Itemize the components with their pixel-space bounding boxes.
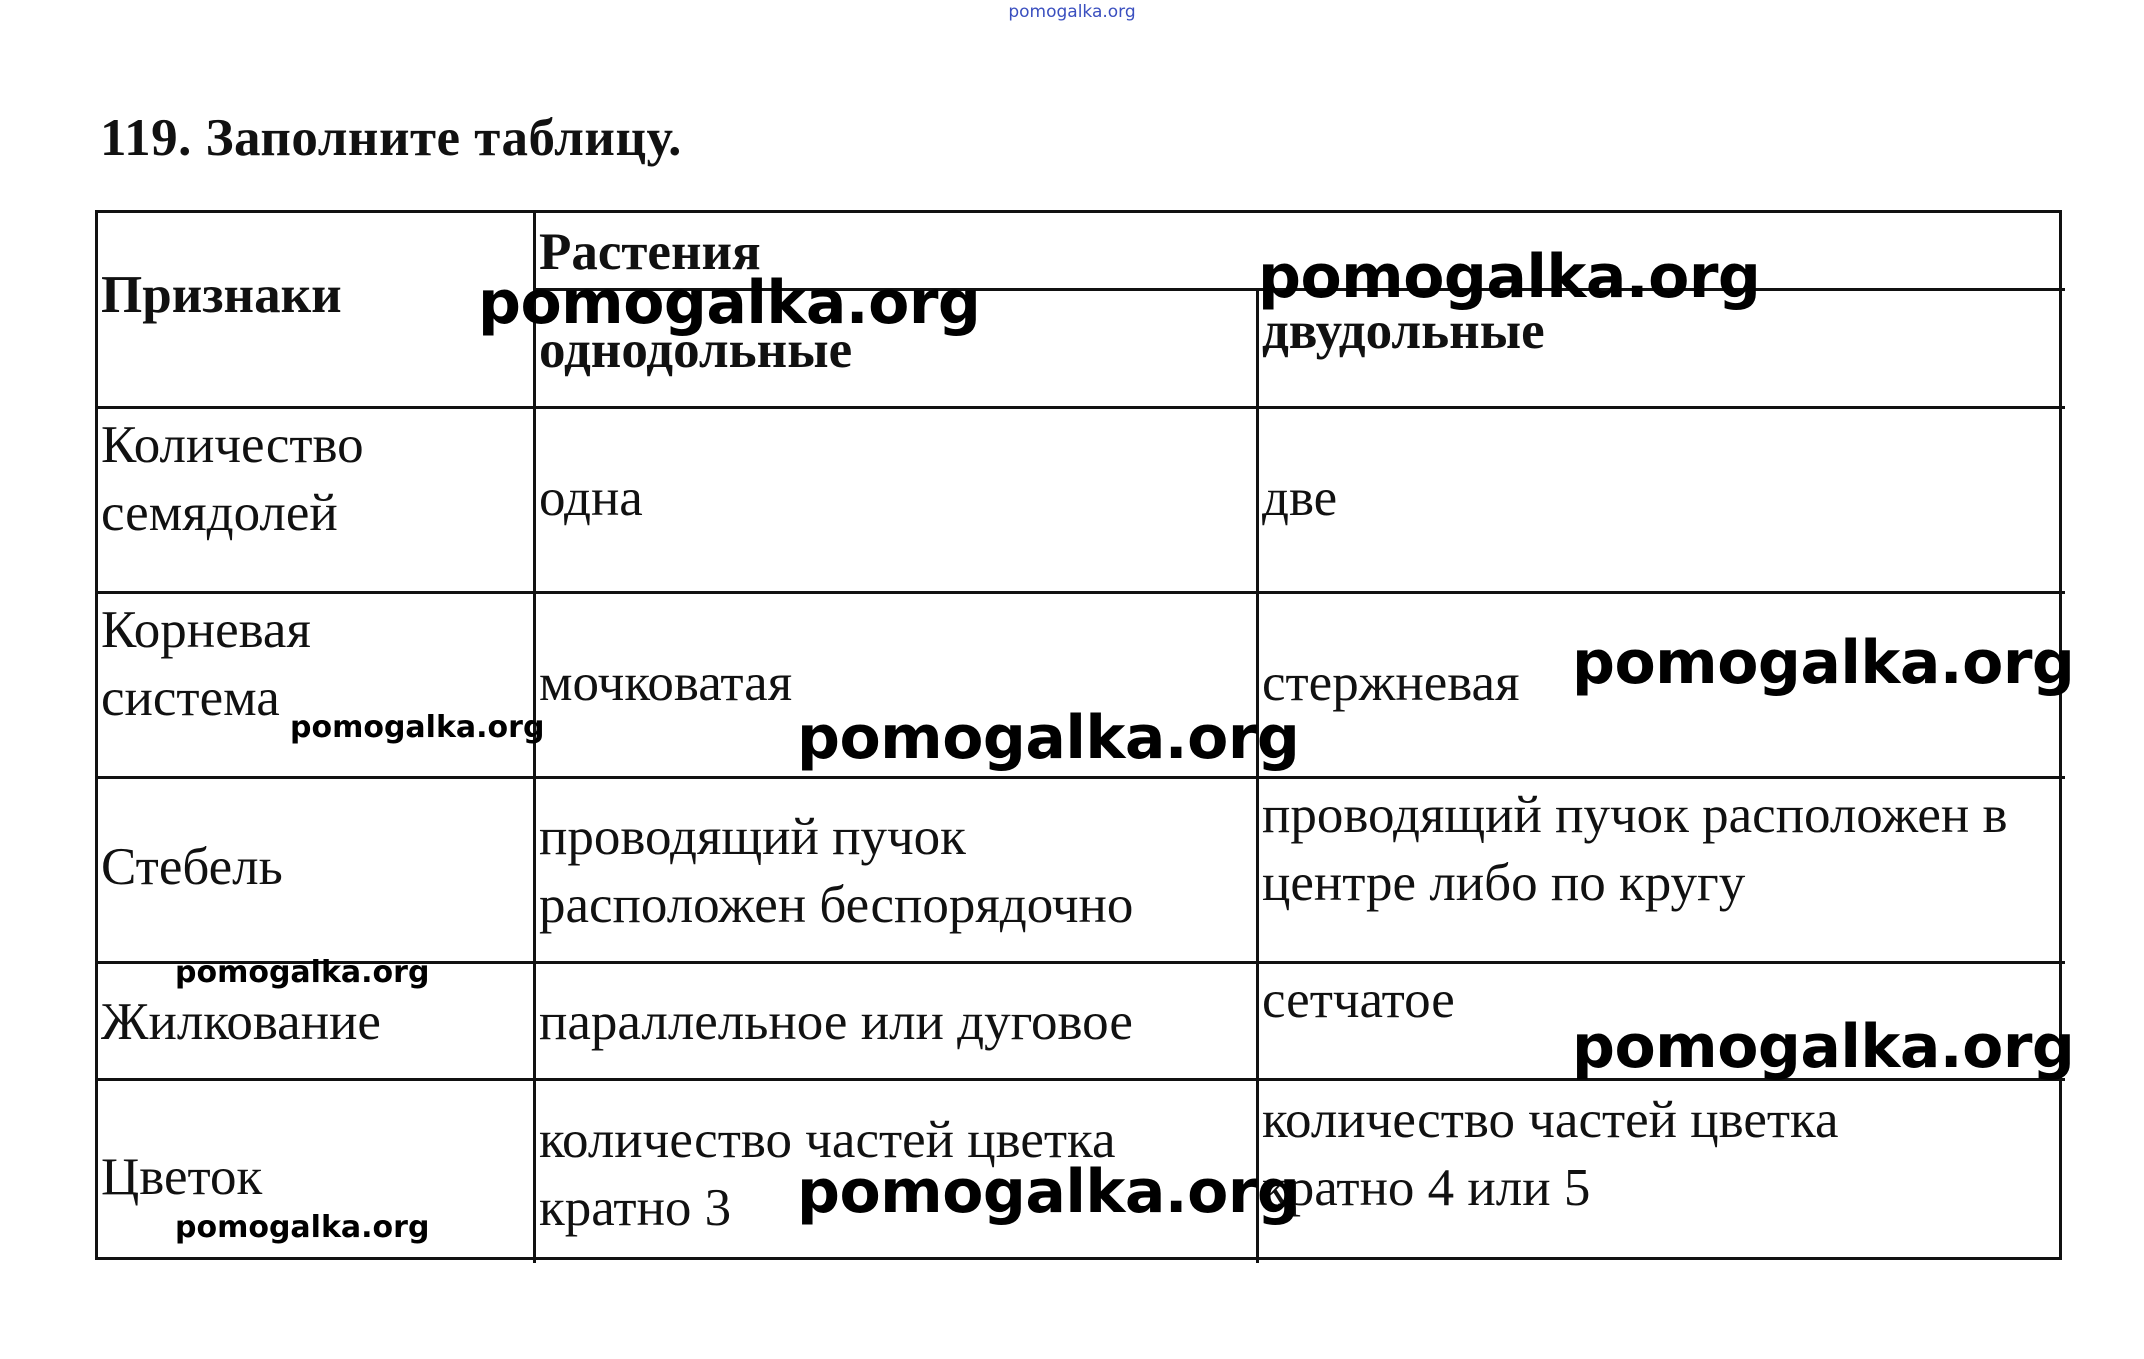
monocot-stem: проводящий пучок расположен беспорядочно [539,808,1134,934]
header-monocot: однодольные [539,321,853,379]
monocot-venation: параллельное или дуговое [539,993,1133,1051]
dicot-root-system: стержневая [1262,654,1520,712]
header-watermark: pomogalka.org [1008,2,1136,22]
header-dicot: двудольные [1262,302,1545,360]
dicot-stem: проводящий пучок расположен в центре либо по кругу [1262,786,2008,912]
watermark: pomogalka.org [290,710,545,745]
header-feature: Признаки [101,266,342,324]
dicot-flower: количество частей цветка кратно 4 или 5 [1262,1091,1839,1217]
dicot-cotyledons: две [1262,469,1338,527]
watermark: pomogalka.org [797,1157,1300,1227]
column-divider [1256,288,1259,1263]
watermark: pomogalka.org [1572,628,2075,698]
header-plants: Растения [539,223,761,281]
watermark: pomogalka.org [1572,1012,2075,1082]
feature-flower: Цветок [101,1148,263,1206]
row-divider [98,406,2065,409]
feature-root-system: Корневая система [101,601,311,727]
row-divider [98,591,2065,594]
monocot-root-system: мочковатая [539,654,793,712]
watermark: pomogalka.org [478,268,981,338]
monocot-flower: количество частей цветка кратно 3 [539,1111,1116,1237]
task-title: 119. Заполните таблицу. [100,109,682,167]
feature-stem: Стебель [101,838,283,896]
watermark: pomogalka.org [1258,242,1761,312]
watermark: pomogalka.org [797,703,1300,773]
feature-cotyledons: Количество семядолей [101,416,364,542]
watermark: pomogalka.org [175,1210,430,1245]
dicot-venation: сетчатое [1262,971,1455,1029]
row-divider [98,776,2065,779]
feature-venation: Жилкование [101,993,381,1051]
watermark: pomogalka.org [175,955,430,990]
monocot-cotyledons: одна [539,469,643,527]
